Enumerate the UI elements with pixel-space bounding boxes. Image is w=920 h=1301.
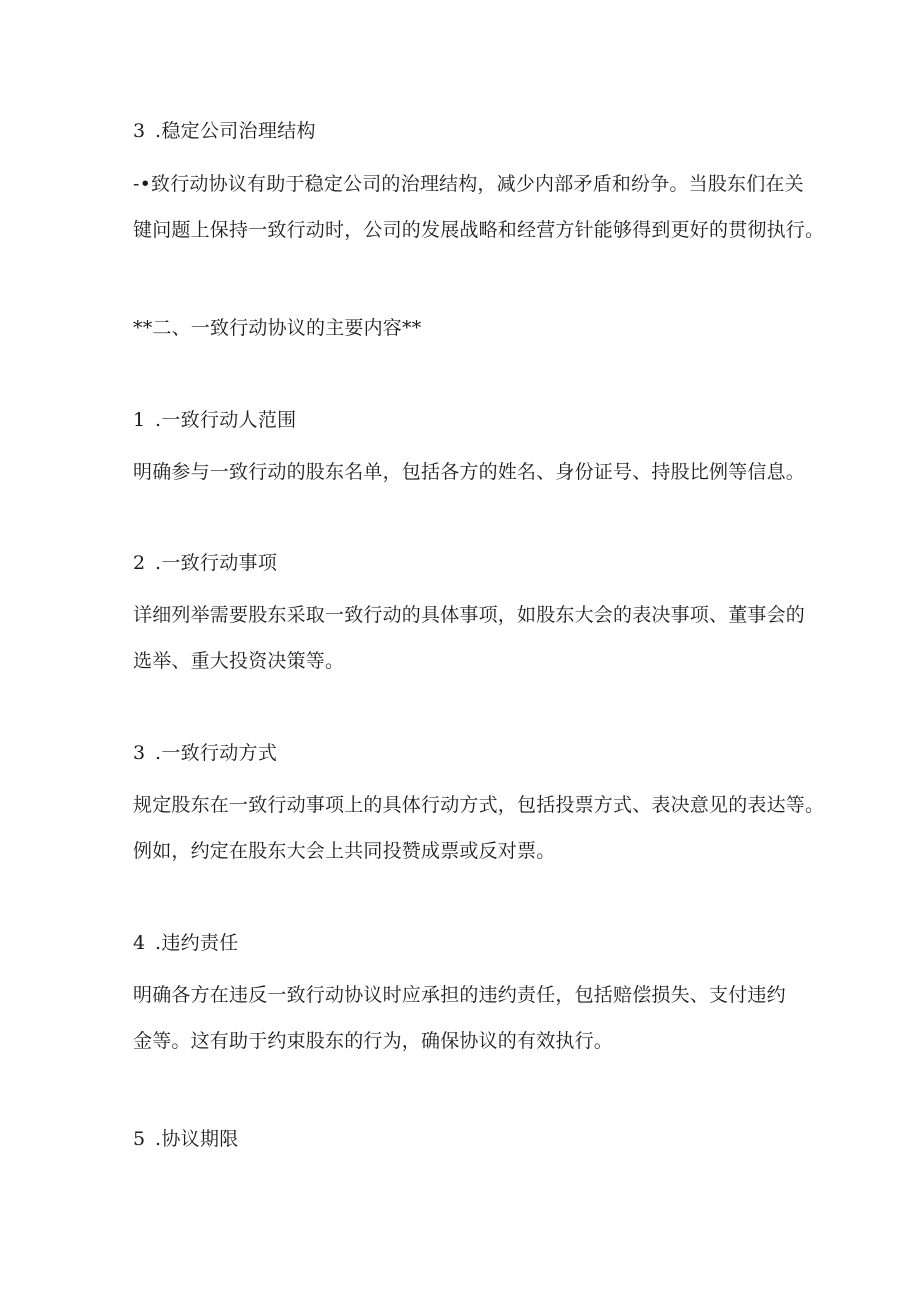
item-heading-5 <box>133 1127 239 1151</box>
item-heading-2 <box>133 551 277 575</box>
paragraph-line: 例如，约定在股东大会上共同投赞成票或反对票。 <box>133 840 556 862</box>
paragraph-line: 键问题上保持一致行动时，公司的发展战略和经营方针能够得到更好的贯彻执行。 <box>133 219 825 241</box>
paragraph-line: 选举、重大投资决策等。 <box>133 650 345 672</box>
item-title: .一致行动人范围 <box>155 409 297 431</box>
paragraph-line: 明确各方在违反一致行动协议时应承担的违约责任，包括赔偿损失、支付违约 <box>133 984 786 1006</box>
item-number: 3 <box>133 742 146 764</box>
paragraph-line: -•致行动协议有助于稳定公司的治理结构，减少内部矛盾和纷争。当股东们在关 <box>133 173 804 195</box>
section-heading-3 <box>133 119 316 143</box>
section-number: 3 <box>133 120 146 142</box>
item-number: 2 <box>133 552 146 574</box>
part-heading: **二、一致行动协议的主要内容** <box>133 317 422 339</box>
section-title: .稳定公司治理结构 <box>155 120 316 142</box>
item-number: 4 <box>133 932 146 954</box>
paragraph-line: 规定股东在一致行动事项上的具体行动方式，包括投票方式、表决意见的表达等。 <box>133 794 825 816</box>
item-title: .一致行动方式 <box>155 742 278 764</box>
paragraph-line: 详细列举需要股东采取一致行动的具体事项，如股东大会的表决事项、董事会的 <box>133 604 806 626</box>
item-title: .协议期限 <box>155 1128 239 1150</box>
item-title: .违约责任 <box>155 932 239 954</box>
item-number: 1 <box>133 409 146 431</box>
item-heading-3 <box>133 741 277 765</box>
item-heading-1 <box>133 408 296 432</box>
item-heading-4 <box>133 931 239 955</box>
paragraph-line: 明确参与一致行动的股东名单，包括各方的姓名、身份证号、持股比例等信息。 <box>133 461 806 483</box>
item-title: .一致行动事项 <box>155 552 278 574</box>
paragraph-line: 金等。这有助于约束股东的行为，确保协议的有效执行。 <box>133 1030 614 1052</box>
item-number: 5 <box>133 1128 146 1150</box>
